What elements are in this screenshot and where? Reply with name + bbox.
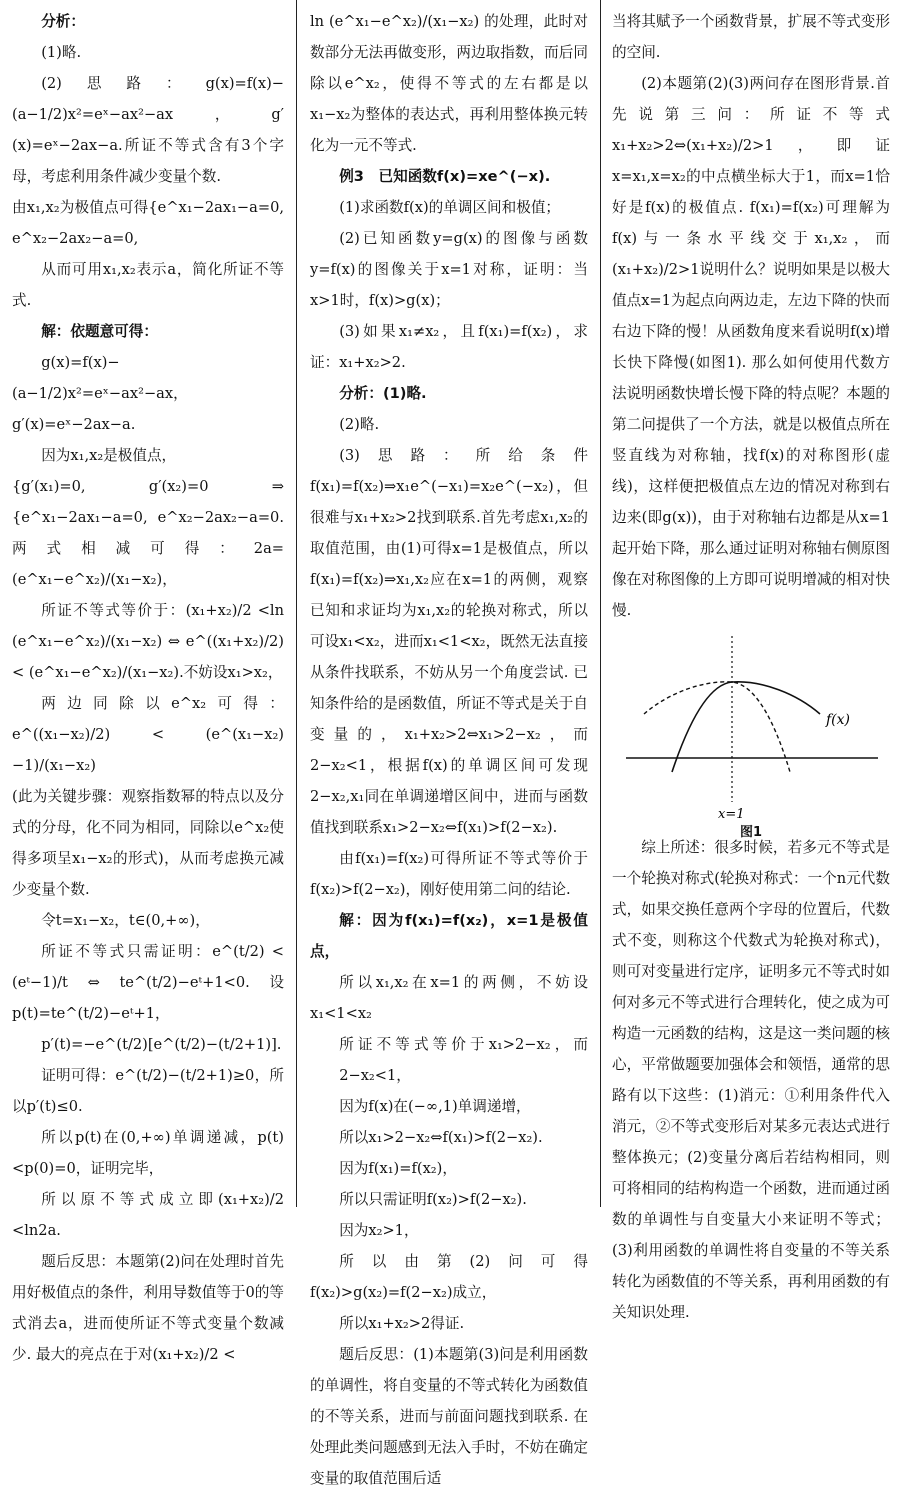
col1-paragraph: p′(t)=−e^(t/2)[e^(t/2)−(t/2+1)]. bbox=[41, 1036, 282, 1053]
col1-paragraph: 从而可用x₁,x₂表示a，简化所证不等式. bbox=[12, 261, 284, 309]
col2-paragraph: 所以只需证明f(x₂)>f(2−x₂). bbox=[339, 1191, 527, 1208]
col1-paragraph: 证明可得：e^(t/2)−(t/2+1)≥0，所以p′(t)≤0. bbox=[12, 1067, 284, 1115]
col2-paragraph: (2)已知函数y=g(x)的图像与函数y=f(x)的图像关于x=1对称，证明：当x>1时，f(x)>g(x)； bbox=[310, 230, 588, 309]
col2-paragraph: (3)如果x₁≠x₂，且f(x₁)=f(x₂)，求证：x₁+x₂>2. bbox=[310, 323, 588, 371]
col2-paragraph: 因为f(x₁)=f(x₂)， bbox=[339, 1160, 457, 1177]
col2-paragraph: 因为x₂>1， bbox=[339, 1222, 419, 1239]
col2-paragraph: ln (e^x₁−e^x₂)/(x₁−x₂) 的处理，此时对数部分无法再做变形，两边取指数，而后同除以e^x₂，使得不等式的左右都是以x₁−x₂为整体的表达式，再利用整体换元转化为一元不等式. bbox=[310, 13, 588, 154]
col1-paragraph: (1)略. bbox=[41, 44, 82, 61]
col2-paragraph: 题后反思：(1)本题第(3)问是利用函数的单调性，将自变量的不等式转化为函数值的不等关系，进而与前面问题找到联系. 在处理此类问题感到无法入手时，不妨在确定变量的取值范围后适 bbox=[310, 1346, 588, 1487]
col2-paragraph: (1)求函数f(x)的单调区间和极值； bbox=[339, 199, 561, 216]
figure-1 bbox=[612, 632, 890, 840]
column-right-text-after bbox=[612, 832, 890, 1328]
col1-paragraph: 两边同除以e^x₂可得：e^((x₁−x₂)/2) < (e^(x₁−x₂)−1)/(x₁−x₂) bbox=[12, 695, 284, 774]
col3-paragraph: 当将其赋予一个函数背景，扩展不等式变形的空间. bbox=[612, 13, 890, 61]
col2-paragraph: 所以x₁>2−x₂⇔f(x₁)>f(2−x₂). bbox=[339, 1129, 543, 1146]
col2-paragraph: 解：因为f(x₁)=f(x₂)，x=1是极值点， bbox=[310, 912, 588, 960]
col1-paragraph: 由x₁,x₂为极值点可得{e^x₁−2ax₁−a=0, e^x₂−2ax₂−a=0, bbox=[12, 199, 284, 247]
col1-paragraph: g′(x)=eˣ−2ax−a. bbox=[12, 416, 136, 433]
col2-paragraph: 所证不等式等价于x₁>2−x₂，而2−x₂<1， bbox=[339, 1036, 588, 1084]
col2-paragraph: 所以由第(2)问可得 f(x₂)>g(x₂)=f(2−x₂)成立， bbox=[310, 1253, 588, 1301]
col1-paragraph: 解：依题意可得： bbox=[41, 323, 158, 340]
column-divider-right bbox=[600, 0, 601, 1207]
col1-paragraph: 所证不等式等价于：(x₁+x₂)/2 <ln (e^x₁−e^x₂)/(x₁−x₂) ⇔ e^((x₁+x₂)/2) < (e^x₁−e^x₂)/(x₁−x₂).不妨设x₁>x₂， bbox=[12, 602, 284, 681]
col1-paragraph: 令t=x₁−x₂，t∈(0,+∞)， bbox=[41, 912, 210, 929]
col1-paragraph: g(x)=f(x)−(a−1/2)x²=eˣ−ax²−ax， bbox=[12, 354, 188, 402]
col2-paragraph: 分析：(1)略. bbox=[339, 385, 427, 402]
col1-paragraph: {g′(x₁)=0, g′(x₂)=0 ⇒ {e^x₁−2ax₁−a=0, e^x₂−2ax₂−a=0. 两式相减可得：2a=(e^x₁−e^x₂)/(x₁−x₂)， bbox=[12, 478, 284, 588]
col2-paragraph: (3)思路：所给条件f(x₁)=f(x₂)⇒x₁e^(−x₁)=x₂e^(−x₂)，但很难与x₁+x₂>2找到联系.首先考虑x₁,x₂的取值范围，由(1)可得x=1是极值点，所以f(x₁)=f(x₂)⇒x₁,x₂应在x=1的两侧，观察已知和求证均为x₁,x₂的轮换对称式，所以可设x₁<x₂，进而x₁<1<x₂，既然无法直接从条件找联系，不妨从另一个角度尝试. 已知条件给的是函数值，所证不等式是关于自变量的，x₁+x₂>2⇔x₁>2−x₂，而2−x₂<1，根据f(x)的单调区间可发现2−x₂,x₁同在单调递增区间中，进而与函数值找到联系x₁>2−x₂⇔f(x₁)>f(2−x₂). bbox=[310, 447, 588, 836]
figure-1-graph bbox=[612, 632, 890, 822]
figure-caption: 图1 bbox=[739, 825, 763, 840]
col1-paragraph: 所证不等式只需证明：e^(t/2) < (eᵗ−1)/t ⇔ te^(t/2)−eᵗ+1<0. 设p(t)=te^(t/2)−eᵗ+1， bbox=[12, 943, 284, 1022]
col1-paragraph: 分析： bbox=[41, 13, 85, 30]
column-right-text bbox=[612, 6, 890, 626]
col1-paragraph: 所以原不等式成立即(x₁+x₂)/2 <ln2a. bbox=[12, 1191, 284, 1239]
col1-paragraph: 所以p(t)在(0,+∞)单调递减，p(t)<p(0)=0，证明完毕， bbox=[12, 1129, 284, 1177]
column-right bbox=[612, 6, 890, 1321]
col1-paragraph: 题后反思：本题第(2)问在处理时首先用好极值点的条件，利用导数值等于0的等式消去a，进而使所证不等式变量个数减少. 最大的亮点在于对(x₁+x₂)/2 < bbox=[12, 1253, 284, 1363]
col2-paragraph: 所以x₁+x₂>2得证. bbox=[339, 1315, 465, 1332]
column-divider-left bbox=[296, 0, 297, 1207]
col2-paragraph: 所以x₁,x₂在x=1的两侧，不妨设x₁<1<x₂ bbox=[310, 974, 588, 1022]
col1-paragraph: (此为关键步骤：观察指数幂的特点以及分式的分母，化不同为相同，同除以e^x₂使得多项呈x₁−x₂的形式)，从而考虑换元减少变量个数. bbox=[12, 788, 284, 898]
axis-label: x=1 bbox=[718, 807, 745, 822]
curve-label: f(x) bbox=[826, 712, 851, 728]
col1-paragraph: 因为x₁,x₂是极值点， bbox=[41, 447, 177, 464]
col2-paragraph: 例3 已知函数f(x)=xe^(−x). bbox=[339, 168, 551, 185]
col2-paragraph: (2)略. bbox=[339, 416, 380, 433]
col3-paragraph: (2)本题第(2)(3)两问存在图形背景.首先说第三问：所证不等式x₁+x₂>2⇔(x₁+x₂)/2>1，即证x=x₁,x=x₂的中点横坐标大于1，而x=1恰好是f(x)的极值点. f(x₁)=f(x₂)可理解为f(x)与一条水平线交于x₁,x₂，而(x₁+x₂)/2>1说明什么？说明如果是以极大值点x=1为起点向两边走，左边下降的快而右边下降的慢！从函数角度来看说明f(x)增长快下降慢(如图1). 那么如何使用代数方法说明函数快增长慢下降的特点呢？本题的第二问提供了一个方法，就是以极值点所在竖直线为对称轴，找f(x)的对称图形(虚线)，这样便把极值点左边的情况对称到右边来(即g(x))，由于对称轴右边都是从x=1起开始下降，那么通过证明对称轴右侧原图像在对称图像的上方即可说明增减的相对快慢. bbox=[612, 75, 890, 619]
col2-paragraph: 由f(x₁)=f(x₂)可得所证不等式等价于f(x₂)>f(2−x₂)，刚好使用第二问的结论. bbox=[310, 850, 588, 898]
col3_after-paragraph: 综上所述：很多时候，若多元不等式是一个轮换对称式(轮换对称式：一个n元代数式，如果交换任意两个字母的位置后，代数式不变，则称这个代数式为轮换对称式)，则可对变量进行定序，证明多元不等式时如何对多元不等式进行合理转化，使之成为可构造一元函数的结构，这是这一类问题的核心，平常做题要加强体会和领悟，通常的思路有以下这些：(1)消元：①利用条件代入消元，②不等式变形后对某多元表达式进行整体换元；(2)变量分离后若结构相同，则可将相同的结构构造一个函数，进而通过函数的单调性与自变量大小来证明不等式；(3)利用函数的单调性将自变量的不等关系转化为函数值的不等关系，再利用函数的有关知识处理. bbox=[612, 839, 890, 1321]
column-middle bbox=[310, 6, 588, 1487]
col1-paragraph: (2)思路：g(x)=f(x)−(a−1/2)x²=eˣ−ax²−ax，g′(x)=eˣ−2ax−a.所证不等式含有3个字母，考虑利用条件减少变量个数. bbox=[12, 75, 284, 185]
col2-paragraph: 因为f(x)在(−∞,1)单调递增， bbox=[339, 1098, 531, 1115]
column-left bbox=[12, 6, 284, 1363]
